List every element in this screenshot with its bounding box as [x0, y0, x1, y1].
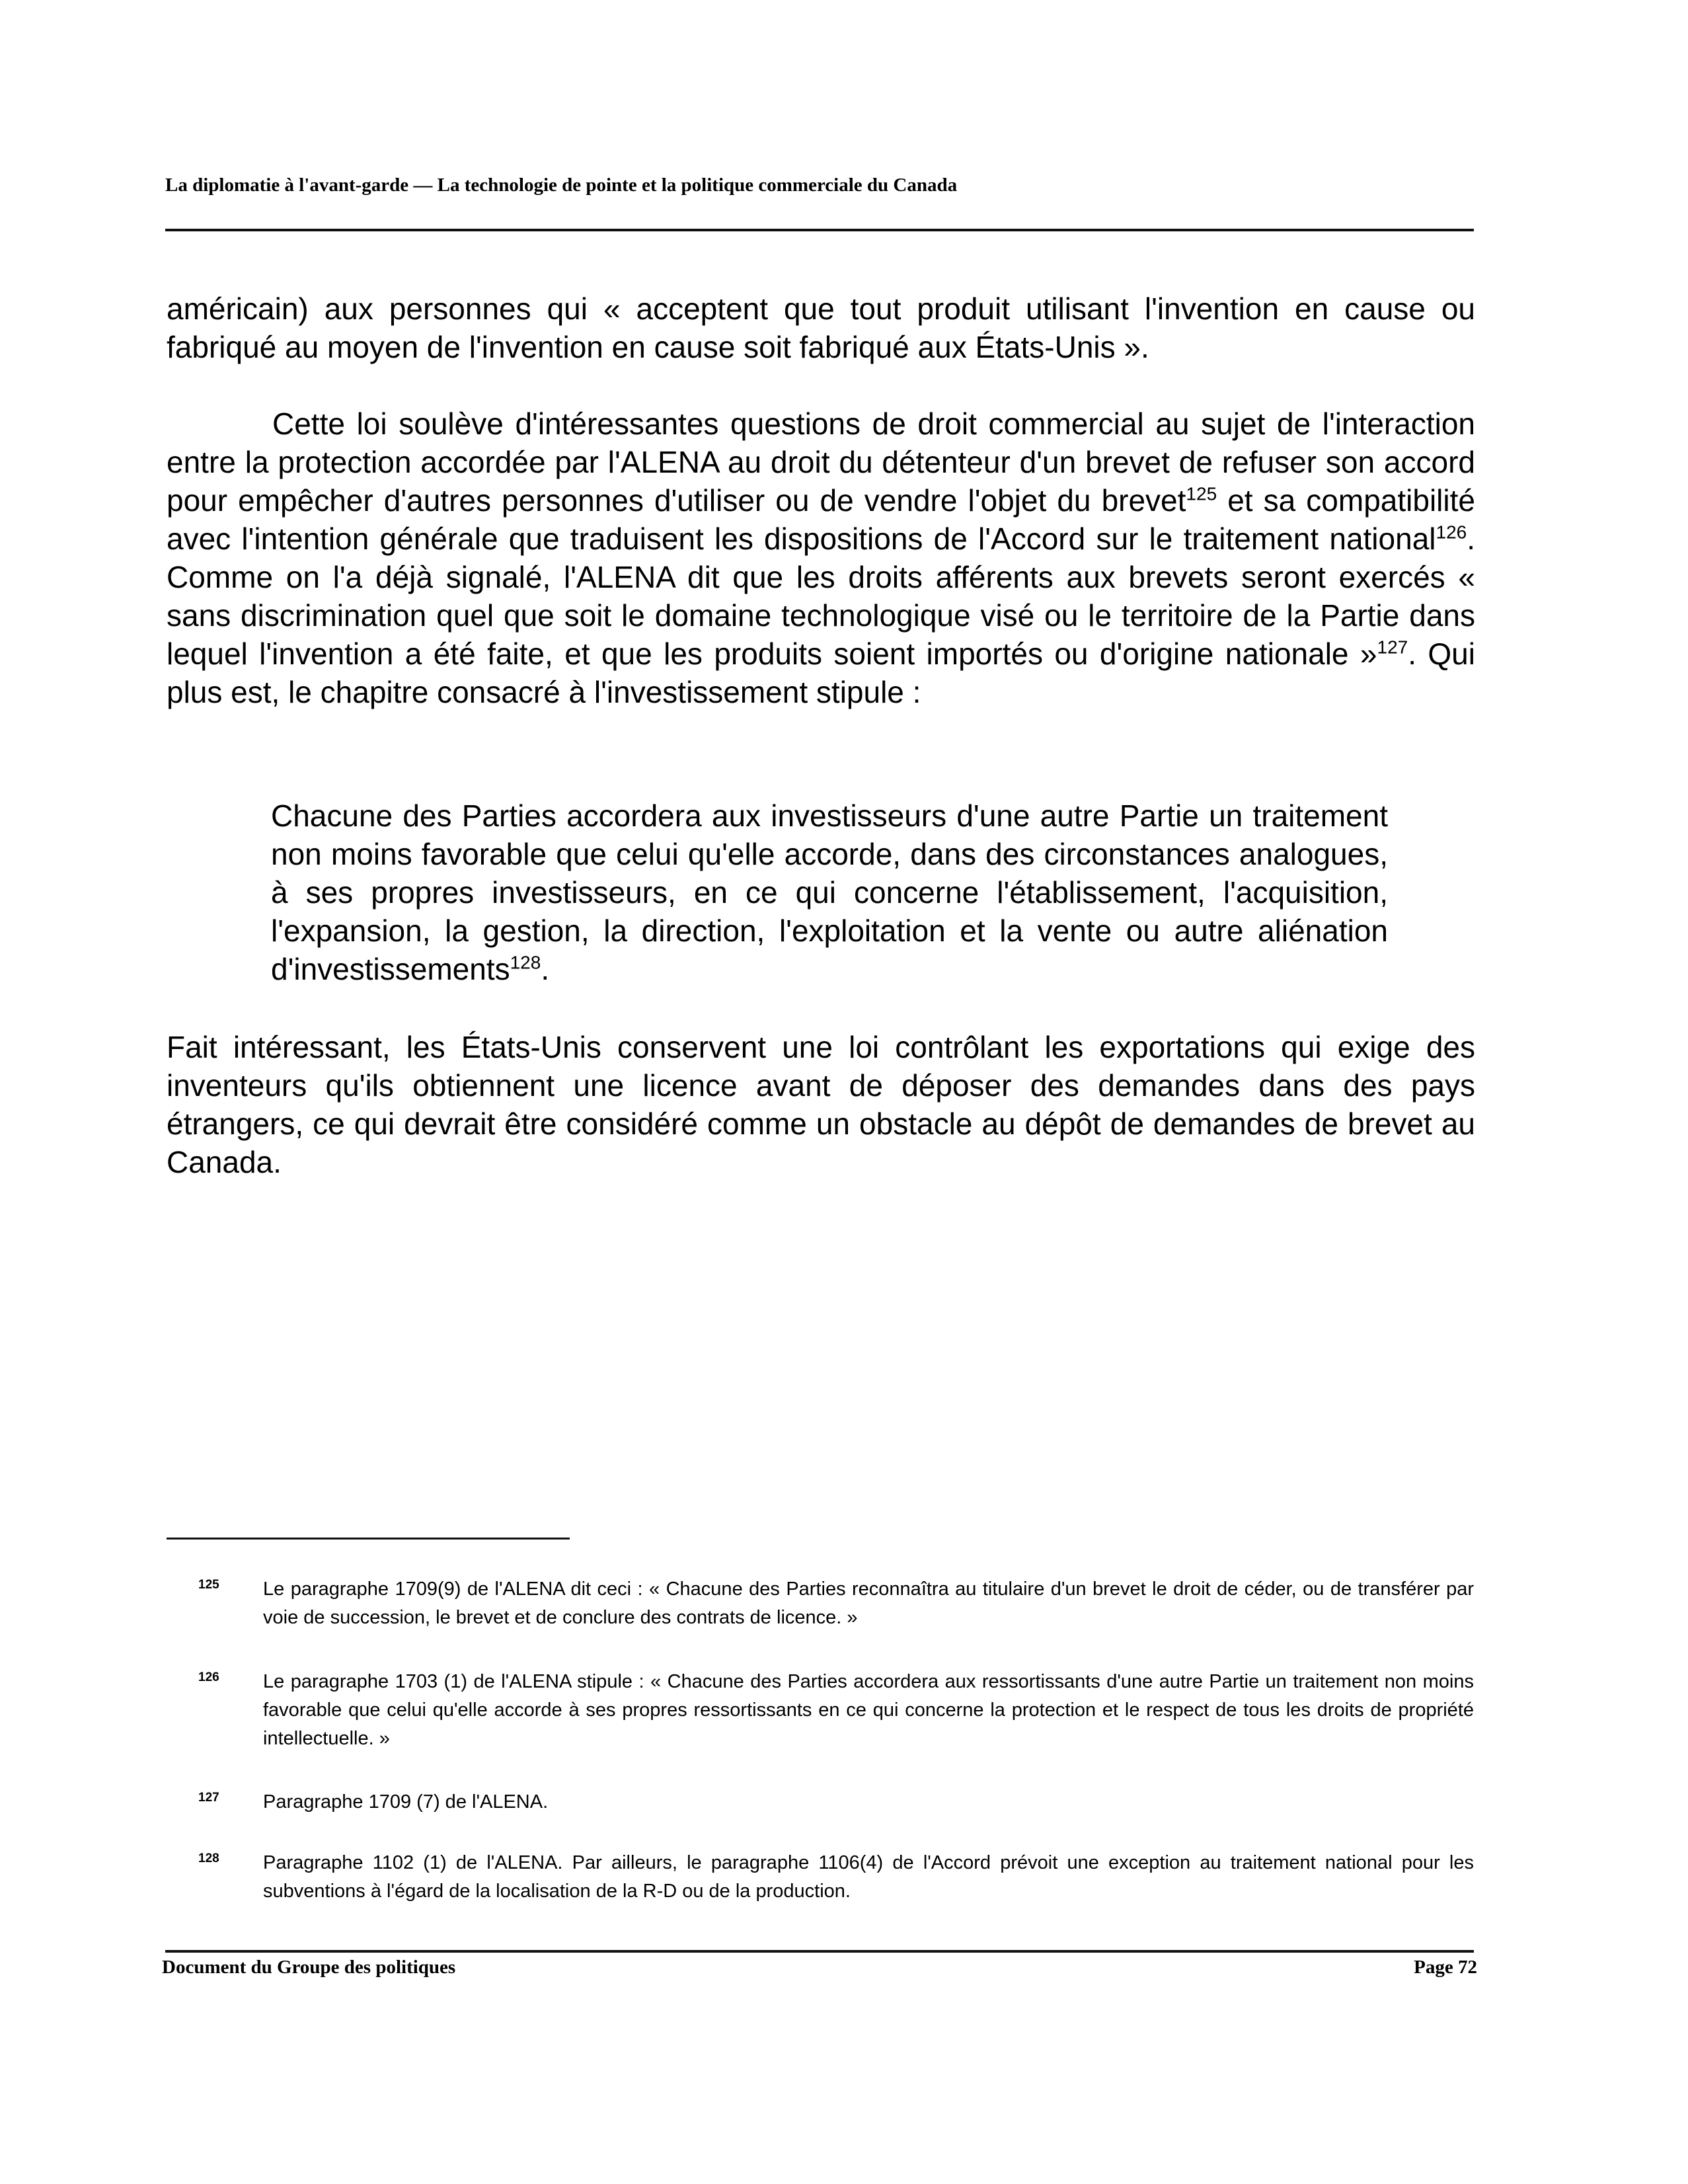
footnote-127 — [198, 1788, 1474, 1816]
footnote-128 — [198, 1849, 1474, 1906]
footnote-separator — [167, 1538, 570, 1540]
footer-rule — [165, 1950, 1474, 1953]
footnote-number: 127 — [198, 1791, 219, 1805]
footnote-number: 125 — [198, 1578, 219, 1592]
footnote-number: 126 — [198, 1670, 219, 1684]
footnote-number: 128 — [198, 1852, 219, 1865]
paragraph-2-part-b: et sa compatibilité avec l'intention générale que traduisent les dispositions de l'Accord sur le traitement national — [167, 483, 1475, 556]
block-quote — [271, 797, 1388, 988]
block-quote-text: Chacune des Parties accordera aux investisseurs d'une autre Partie un traitement non moins favorable que celui qu'elle accorde, dans des circonstances analogues, à ses propres investisseurs, en ce qui concerne l'établissement, l'acquisition, l'expansion, la gestion, la direction, l'exploitation et la vente ou autre aliénation d'investissements — [271, 799, 1388, 986]
page-number: Page 72 — [1414, 1957, 1477, 1978]
footnote-text: Le paragraphe 1709(9) de l'ALENA dit ceci : « Chacune des Parties reconnaîtra au titulaire d'un brevet le droit de céder, ou de transférer par voie de succession, le brevet et de conclure des contrats de licence. » — [263, 1579, 1474, 1628]
footnote-ref-126[interactable]: 126 — [1436, 522, 1467, 543]
footnote-text: Paragraphe 1709 (7) de l'ALENA. — [263, 1791, 549, 1813]
footnote-ref-128[interactable]: 128 — [510, 952, 541, 973]
running-header: La diplomatie à l'avant-garde — La technologie de pointe et la politique commerciale du Canada — [165, 175, 958, 196]
footnote-text: Paragraphe 1102 (1) de l'ALENA. Par ailleurs, le paragraphe 1106(4) de l'Accord prévoit une exception au traitement national pour les subventions à l'égard de la localisation de la R-D ou de la production. — [263, 1852, 1474, 1902]
paragraph-3 — [167, 1028, 1475, 1181]
header-rule — [165, 229, 1474, 231]
paragraph-3-text: Fait intéressant, les États-Unis conservent une loi contrôlant les exportations qui exige des inventeurs qu'ils obtiennent une licence avant de déposer des demandes dans des pays étrangers, ce qui devrait être considéré comme un obstacle au dépôt de demandes de brevet au Canada. — [167, 1030, 1475, 1179]
paragraph-2-part-c: . Comme on l'a déjà signalé, l'ALENA dit que les droits afférents aux brevets seront exercés « sans discrimination quel que soit le domaine technologique visé ou le territoire de la Partie dans lequel l'invention a été faite, et que les produits soient importés ou d'origine nationale » — [167, 522, 1475, 671]
footnote-126 — [198, 1668, 1474, 1753]
footnote-ref-125[interactable]: 125 — [1186, 483, 1217, 504]
paragraph-2-part-d: . Qui plus est, le chapitre consacré à l'investissement stipule : — [167, 637, 1475, 709]
paragraph-2 — [167, 405, 1475, 711]
paragraph-continuation — [167, 290, 1475, 366]
footnote-text: Le paragraphe 1703 (1) de l'ALENA stipule : « Chacune des Parties accordera aux ressortissants d'une autre Partie un traitement non moins favorable que celui qu'elle accorde à ses propres ressortissants en ce qui concerne la protection et le respect de tous les droits de propriété intellectuelle. » — [263, 1671, 1474, 1749]
footnote-ref-127[interactable]: 127 — [1377, 637, 1408, 658]
paragraph-2-part-a: Cette loi soulève d'intéressantes questions de droit commercial au sujet de l'interaction entre la protection accordée par l'ALENA au droit du détenteur d'un brevet de refuser son accord pour empêcher d'autres personnes d'utiliser ou de vendre l'objet du brevet — [167, 407, 1475, 518]
footnote-125 — [198, 1575, 1474, 1632]
block-quote-end: . — [541, 952, 550, 986]
footer-document-title: Document du Groupe des politiques — [162, 1957, 456, 1978]
paragraph-1-text: américain) aux personnes qui « acceptent que tout produit utilisant l'invention en cause ou fabriqué au moyen de l'invention en cause soit fabriqué aux États-Unis ». — [167, 292, 1475, 364]
